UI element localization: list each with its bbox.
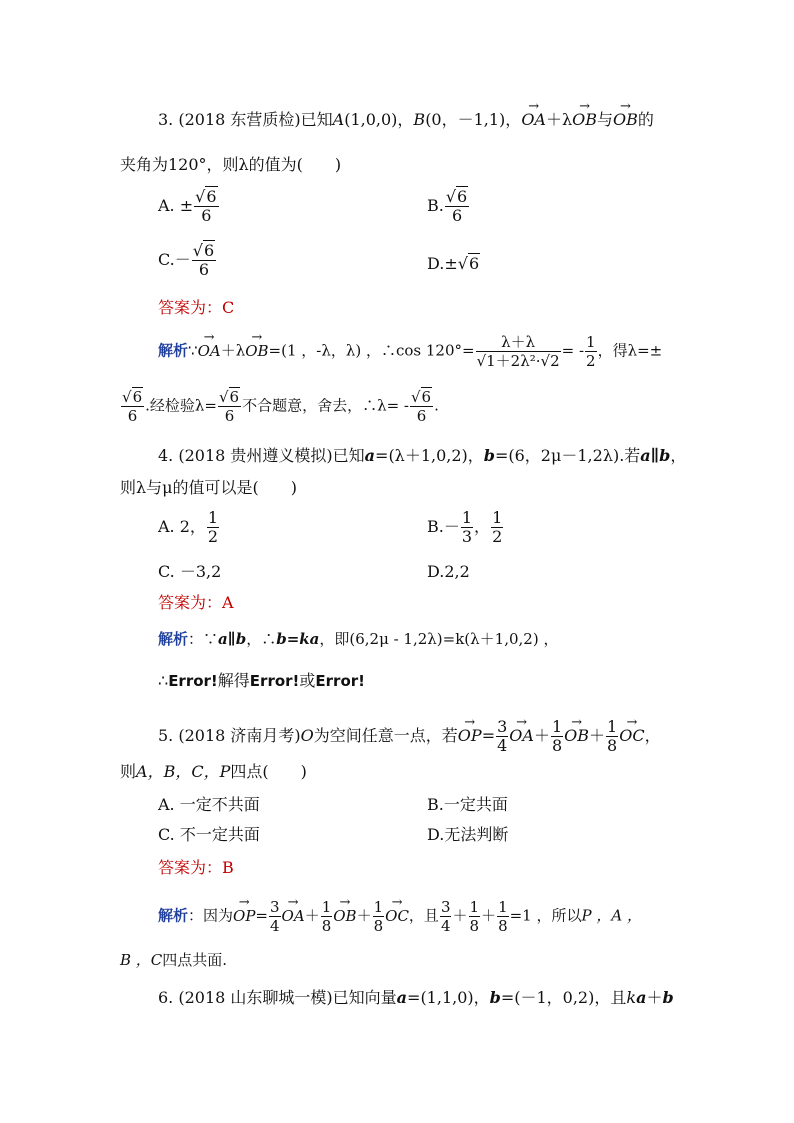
q5-text: 为空间任意一点，若 [313, 726, 458, 745]
vector-b-value: =(－1，0,2)，且 [500, 988, 627, 1007]
plus: ＋ [533, 726, 550, 745]
analysis-label: 解析 [158, 906, 189, 925]
q4-analysis-line1 [158, 629, 558, 649]
q5-option-a: A. 一定不共面 [158, 795, 260, 814]
point-b: B [413, 110, 426, 129]
fraction [269, 898, 281, 935]
numerator: 1 [586, 333, 596, 351]
radical: √6 [457, 254, 480, 273]
radicand: 6 [132, 388, 143, 406]
fraction [551, 718, 563, 755]
fraction: $\frac{√6}{6}$ [410, 388, 432, 425]
denominator: 8 [498, 917, 508, 935]
comma: ， [670, 446, 687, 465]
vector-a: a [364, 446, 376, 465]
q4-answer [158, 593, 234, 613]
points: B ，C [120, 951, 163, 969]
numerator: 1 [551, 717, 563, 736]
parallel-condition: a∥b [218, 630, 247, 648]
fraction [321, 898, 333, 935]
vector-ob: → OB [572, 110, 597, 130]
denominator: 6 [416, 407, 427, 425]
fraction: $\frac{√6}{6}$ [195, 187, 217, 225]
numerator: 1 [498, 898, 508, 916]
q4-option-a [158, 509, 220, 546]
plus: ＋ [646, 988, 663, 1007]
points: A，B，C，P [136, 762, 231, 781]
q5-stem-line2 [120, 762, 307, 782]
numerator: 1 [321, 898, 332, 916]
fraction [440, 898, 452, 935]
fraction [469, 898, 481, 935]
denominator: √1＋2λ²·√2 [476, 352, 560, 370]
radicand: 6 [457, 187, 468, 206]
denominator: 8 [469, 917, 480, 935]
q4-option-b: B.－ $\frac{1}{3}$ ， $\frac{1}{2}$ [427, 508, 503, 546]
point-a-coords: (1,0,0)， [344, 110, 414, 129]
period: . [434, 396, 439, 415]
with-text: 与 [597, 110, 614, 129]
error-placeholder: Error! [315, 672, 365, 690]
vector-oa: → OA [521, 110, 546, 130]
option-label: B.－ [427, 517, 460, 536]
denominator: 2 [586, 352, 596, 370]
denominator: 6 [224, 407, 235, 425]
line-end: 的 [637, 110, 654, 129]
fraction [496, 718, 508, 755]
analysis-text: 不合题意，舍去，∴λ= - [242, 396, 409, 415]
q5-intro: 5. (2018 济南月考) [158, 726, 301, 745]
q5-option-b: B.一定共面 [427, 795, 508, 814]
vector-a-value: =(λ＋1,0,2)， [375, 446, 484, 465]
radicand: 6 [203, 241, 215, 260]
equals-minus: = - [561, 341, 585, 360]
numerator: 3 [270, 898, 280, 916]
q5-analysis-line1 [158, 898, 642, 935]
q3-option-c [158, 242, 217, 279]
vector-op: → OP [233, 906, 255, 926]
then: 则 [120, 762, 137, 781]
denominator: 8 [551, 736, 563, 755]
q3-option-a [158, 188, 220, 225]
q5-option-c: C. 不一定共面 [158, 825, 260, 844]
denominator: 8 [321, 917, 332, 935]
q5-option-d: D.无法判断 [427, 825, 509, 844]
vector-oc: → OC [619, 726, 644, 746]
option-label: A. 2， [158, 517, 206, 536]
q4-stem-line2: 则λ与μ的值可以是( ) [120, 478, 298, 497]
numerator: λ＋λ [476, 333, 561, 352]
fraction [373, 898, 385, 935]
answer-label: 答案为： [158, 858, 223, 877]
equals: = [481, 726, 496, 745]
plus: ＋ [589, 726, 606, 745]
point-a: A [332, 110, 345, 129]
numerator: 3 [497, 717, 508, 736]
vector-oc: → OC [385, 906, 409, 926]
vector-ob: → OB [245, 341, 268, 361]
vector-a: a [396, 988, 408, 1007]
parallel-condition: a∥b [640, 446, 671, 465]
vector-op: → OP [458, 726, 482, 746]
and-text: ，且 [408, 906, 439, 925]
denominator: 4 [270, 917, 280, 935]
analysis-text: .经检验λ= [145, 396, 217, 415]
numerator: 1 [469, 898, 480, 916]
analysis-text: =(1 ，-λ，λ) ，∴cos 120°= [268, 341, 475, 360]
plus: ＋ [481, 906, 497, 925]
fraction: $\frac{√6}{6}$ [192, 241, 215, 279]
denominator: 4 [497, 736, 508, 755]
radicand: 6 [421, 388, 432, 406]
therefore: ，∴ [246, 630, 277, 648]
q3-analysis-line2 [120, 388, 439, 425]
denominator: 6 [127, 407, 138, 425]
denominator: 3 [461, 527, 473, 546]
fraction: $\frac{√6}{6}$ [122, 388, 143, 425]
cos-fraction [476, 333, 561, 370]
vector-oa: → OA [198, 341, 221, 361]
therefore: ∴ [158, 671, 169, 690]
radicand: 6 [468, 254, 480, 273]
option-label: A. ± [158, 196, 194, 215]
plus: ＋ [452, 906, 468, 925]
error-placeholder: Error! [249, 672, 300, 690]
analysis-label: 解析 [158, 341, 189, 360]
scalar-k: k [626, 988, 637, 1007]
q3-stem-line2: 夹角为120°，则λ的值为( ) [120, 155, 342, 174]
analysis-text: =1 ，所以 [509, 906, 582, 925]
analysis-text: ，即(6,2μ - 1,2λ)=k(λ＋1,0,2) ， [319, 630, 559, 648]
because-text: ：因为 [188, 906, 234, 925]
denominator: 4 [440, 917, 451, 935]
error-placeholder: Error! [168, 672, 218, 690]
plus-lambda: ＋λ [220, 341, 246, 360]
q4-option-c: C. －3,2 [158, 562, 222, 581]
numerator: 1 [373, 898, 384, 916]
vector-ob-2: → OB [613, 110, 638, 130]
vector-b-value: =(6，2μ－1,2λ).若 [494, 446, 641, 465]
q3-number: 3. (2018 东营质检)已知 [158, 110, 333, 129]
b-equals-ka: b=ka [276, 630, 320, 648]
numerator: 1 [207, 508, 219, 527]
because: ∵ [188, 341, 198, 360]
four-points-text: 四点( ) [230, 762, 307, 781]
denominator: 6 [198, 260, 210, 279]
fraction [461, 509, 473, 546]
denominator: 8 [373, 917, 384, 935]
answer-label: 答案为： [158, 298, 223, 317]
denominator: 6 [201, 206, 212, 225]
or-text: 或 [299, 671, 316, 690]
answer-value: B [222, 858, 234, 877]
plus-lambda: ＋λ [545, 110, 573, 129]
numerator: 1 [607, 717, 618, 736]
q4-option-d: D.2,2 [427, 562, 470, 581]
fraction: $\frac{√6}{6}$ [218, 388, 240, 425]
because: ：∵ [188, 630, 219, 648]
points: P ，A ， [581, 906, 642, 925]
q4-intro: 4. (2018 贵州遵义模拟)已知 [158, 446, 365, 465]
solve-text: 解得 [217, 671, 250, 690]
q3-option-b [427, 188, 470, 225]
fraction [497, 898, 509, 935]
coplanar-text: 四点共面. [162, 951, 228, 969]
numerator: 3 [440, 898, 451, 916]
plus: ＋ [304, 906, 320, 925]
q3-option-d [427, 254, 480, 274]
vector-a: a [636, 988, 647, 1007]
radicand: 6 [206, 187, 217, 206]
q6-intro: 6. (2018 山东聊城一模)已知向量 [158, 988, 397, 1007]
analysis-label: 解析 [158, 630, 189, 648]
vector-ob: → OB [564, 726, 589, 746]
point-b-coords: (0，－1,1)， [425, 110, 522, 129]
vector-b: b [483, 446, 495, 465]
q5-stem-line1 [158, 718, 661, 755]
vector-a-value: =(1,1,0)， [407, 988, 490, 1007]
q3-analysis-line1 [158, 333, 662, 370]
fraction [207, 509, 219, 546]
q4-stem-line1 [158, 446, 686, 466]
answer-value: A [222, 593, 234, 612]
answer-value: C [222, 298, 235, 317]
fraction [606, 718, 618, 755]
vector-ob: → OB [333, 906, 356, 926]
q3-answer [158, 298, 234, 318]
vector-b: b [662, 988, 674, 1007]
fraction: $\frac{√6}{6}$ [445, 187, 468, 225]
vector-oa: → OA [509, 726, 534, 746]
plus: ＋ [356, 906, 372, 925]
numerator: 1 [492, 508, 503, 527]
option-label: C.－ [158, 250, 191, 269]
denominator: 8 [607, 736, 618, 755]
numerator: 1 [461, 508, 473, 527]
q5-analysis-line2 [120, 950, 227, 970]
denominator: 2 [207, 527, 219, 546]
fraction [491, 509, 503, 546]
radicand: 6 [229, 388, 240, 406]
denominator: 2 [492, 527, 503, 546]
q4-analysis-line2 [158, 671, 365, 691]
half-fraction [585, 333, 597, 370]
option-label: D.± [427, 254, 458, 273]
point-o: O [300, 726, 314, 745]
denominator: 6 [451, 206, 463, 225]
vector-oa: → OA [282, 906, 305, 926]
q3-stem-line1 [158, 110, 654, 130]
answer-label: 答案为： [158, 593, 223, 612]
equals: = [255, 906, 268, 925]
q6-stem-line1 [158, 988, 674, 1008]
analysis-text: ，得λ=± [597, 341, 663, 360]
q5-answer [158, 858, 234, 878]
option-label: B. [427, 196, 444, 215]
vector-b: b [489, 988, 501, 1007]
comma: ， [644, 726, 661, 745]
